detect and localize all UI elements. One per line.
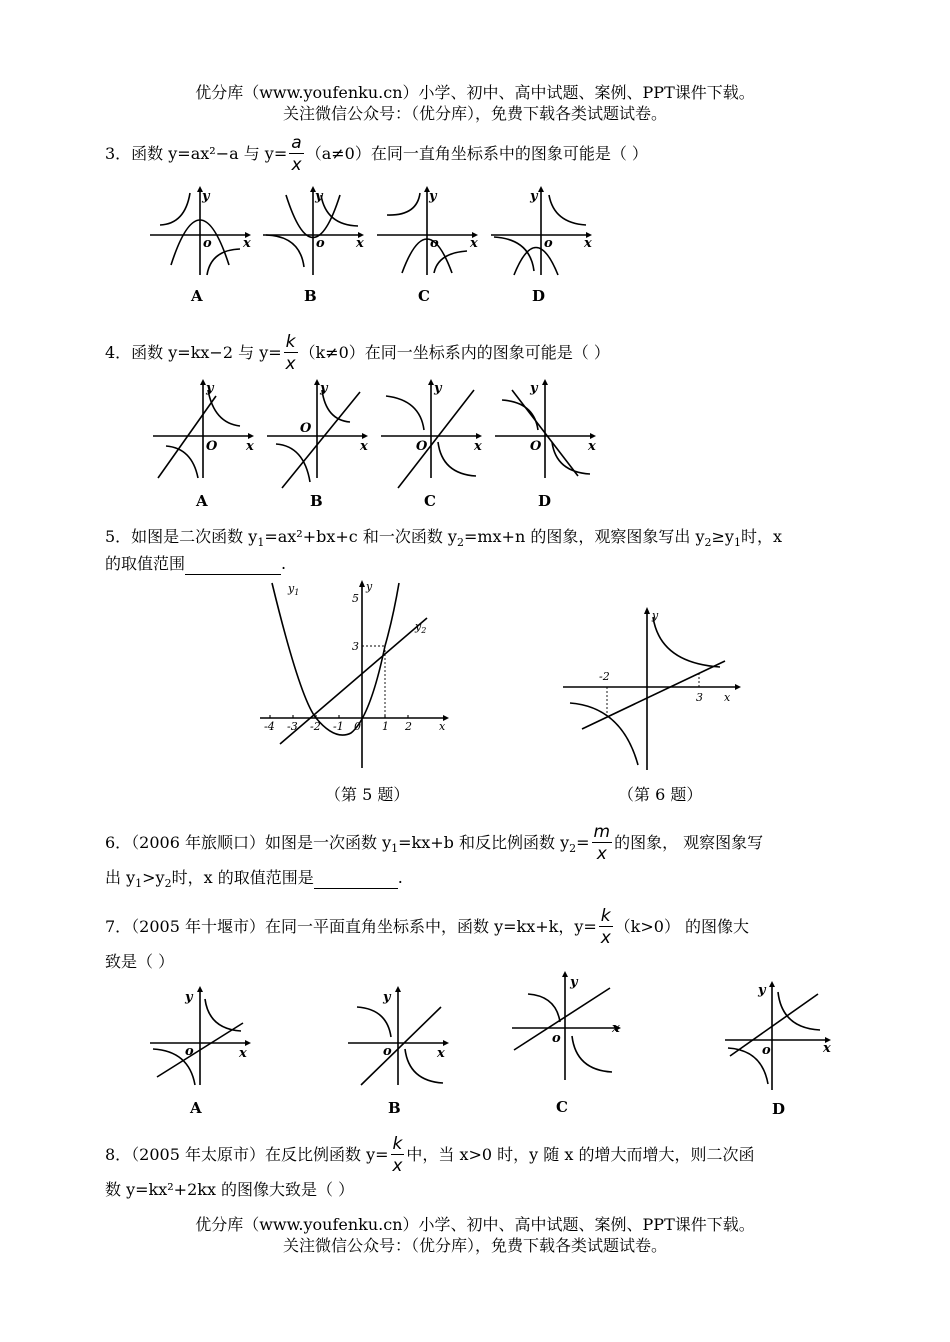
q3-option-b: B [304, 287, 317, 305]
q7-option-a: A [190, 1099, 202, 1117]
fig5-ytick-3: 3 [352, 640, 359, 653]
fig5-x-label: x [439, 720, 446, 733]
q6-sub-1: 1 [391, 842, 399, 856]
q5-text-c: =mx+n 的图象，观察图象写出 y [463, 527, 705, 546]
q3b-x-label: x [356, 236, 364, 251]
q6-frac-den: x [596, 844, 607, 864]
q6-frac-num: m [593, 822, 611, 842]
footer-line-1: 优分库（www.youfenku.cn）小学、初中、高中试题、案例、PPT课件下载。 [195, 1215, 755, 1234]
q6-sub-2: 2 [569, 842, 577, 856]
fig5-ytick-5: 5 [352, 592, 359, 605]
q7-option-c: C [556, 1098, 568, 1116]
q3-fraction [289, 133, 303, 176]
q3a-origin: o [203, 236, 212, 251]
q6-line2-sub2: 2 [164, 877, 172, 891]
q4-fraction [284, 332, 298, 375]
fig5-xtick-m1: -1 [333, 720, 344, 733]
q3-text-b: （a≠0）在同一直角坐标系中的图象可能是（ ） [305, 144, 648, 163]
question-7 [105, 906, 749, 949]
q4-frac-den: x [285, 354, 296, 374]
fig6-y-label: y [652, 609, 659, 622]
fig5-xtick-m4: -4 [264, 720, 275, 733]
q4-text-a: 4．函数 y=kx−2 与 y= [105, 343, 282, 362]
q3-frac-num: a [291, 133, 302, 153]
q6-line2-end: . [397, 868, 403, 887]
q5-sub-4: 1 [733, 536, 741, 550]
question-3 [105, 133, 648, 176]
q4d-x-label: x [588, 439, 596, 454]
q4c-y-label: y [434, 381, 442, 396]
figure-6 [560, 605, 745, 775]
question-8 [105, 1134, 755, 1177]
q7d-y-label: y [758, 983, 766, 998]
q4b-origin: O [300, 421, 312, 436]
figure-5 [255, 578, 455, 778]
q7c-y-label: y [570, 975, 578, 990]
q7a-origin: o [185, 1044, 194, 1059]
q5-sub-1: 1 [257, 536, 265, 550]
fig5-xtick-0: 0 [354, 720, 361, 733]
q4d-y-label: y [530, 381, 538, 396]
q3a-x-label: x [243, 236, 251, 251]
q5-sub-2: 2 [456, 536, 464, 550]
fig5-xtick-m3: -3 [287, 720, 298, 733]
q6-text-b: =kx+b 和反比例函数 y [398, 833, 570, 852]
q4a-origin: O [206, 439, 218, 454]
fig5-xtick-1: 1 [382, 720, 389, 733]
q6-text-d: 的图象， 观察图象写 [614, 833, 764, 852]
q4-text-b: （k≠0）在同一坐标系内的图象可能是（ ） [299, 343, 610, 362]
q6-line2-c: 时，x 的取值范围是 [171, 868, 314, 887]
q4d-origin: O [530, 439, 542, 454]
figure-5-caption: （第 5 题） [325, 785, 410, 804]
q5-line2-end: . [281, 554, 287, 573]
q7-frac-num: k [600, 906, 611, 926]
q8-frac-num: k [392, 1134, 403, 1154]
q5-text-a: 5．如图是二次函数 y [105, 527, 258, 546]
q3-option-d: D [532, 287, 546, 305]
q7b-y-label: y [383, 990, 391, 1005]
q5-answer-blank[interactable] [185, 554, 281, 575]
fig5-curve2-label: $y_2$ [415, 620, 427, 635]
fig6-xtick-3: 3 [696, 691, 703, 704]
q6-fraction [592, 822, 613, 865]
q3-option-c: C [418, 287, 430, 305]
q3c-origin: o [430, 236, 439, 251]
q4-option-a: A [196, 492, 208, 510]
q3-text-a: 3．函数 y=ax²−a 与 y= [105, 144, 288, 163]
q7b-origin: o [383, 1044, 392, 1059]
q7-text-a: 7．（2005 年十堰市）在同一平面直角坐标系中，函数 y=kx+k，y= [105, 917, 597, 936]
question-6 [105, 822, 763, 865]
q7-text-b: （k>0） 的图像大 [614, 917, 750, 936]
q7a-x-label: x [239, 1046, 247, 1061]
q7-line2: 致是（ ） [105, 952, 175, 971]
q4a-x-label: x [246, 439, 254, 454]
question-4 [105, 332, 610, 375]
fig5-y-label: y [366, 580, 373, 593]
q7b-x-label: x [437, 1046, 445, 1061]
q3-graph-b [258, 185, 368, 305]
q7-fraction [599, 906, 613, 949]
question-7-line-2 [105, 952, 174, 972]
q3a-y-label: y [202, 189, 210, 204]
q4-graph-a [148, 378, 263, 513]
question-5-line-2 [105, 554, 286, 575]
fig6-xtick-m2: -2 [599, 670, 610, 683]
q3b-origin: o [316, 236, 325, 251]
q5-text-e: 时，x [740, 527, 782, 546]
q3c-x-label: x [470, 236, 478, 251]
q6-text-a: 6．（2006 年旅顺口）如图是一次函数 y [105, 833, 392, 852]
footer-line-2: 关注微信公众号：（优分库），免费下载各类试题试卷。 [282, 1236, 667, 1255]
q8-fraction [391, 1134, 405, 1177]
q3d-origin: o [544, 236, 553, 251]
fig5-curve1-label: $y_1$ [288, 582, 300, 597]
q6-line2-sub1: 1 [135, 877, 143, 891]
q5-text-b: =ax²+bx+c 和一次函数 y [264, 527, 457, 546]
question-8-line-2 [105, 1180, 354, 1200]
question-5 [105, 527, 782, 553]
q6-line2-a: 出 y [105, 868, 136, 887]
q5-text-d: ≥y [711, 527, 734, 546]
q7-graph-b [343, 985, 458, 1120]
q3b-y-label: y [315, 189, 323, 204]
q7-graph-d [722, 980, 842, 1120]
q4-option-c: C [424, 492, 436, 510]
q7d-x-label: x [823, 1041, 831, 1056]
q7c-origin: o [552, 1031, 561, 1046]
q8-text-a: 8．（2005 年太原市）在反比例函数 y= [105, 1145, 389, 1164]
q4c-x-label: x [474, 439, 482, 454]
header-line-2: 关注微信公众号：（优分库），免费下载各类试题试卷。 [282, 104, 667, 123]
q4-graph-d [490, 378, 605, 513]
q3-graph-c [372, 185, 482, 305]
q3d-y-label: y [530, 189, 538, 204]
fig6-x-label: x [724, 691, 731, 704]
q6-line2-b: >y [142, 868, 165, 887]
q3c-y-label: y [429, 189, 437, 204]
figure-6-caption: （第 6 题） [618, 785, 703, 804]
q4b-y-label: y [320, 381, 328, 396]
q4-frac-num: k [285, 332, 296, 352]
fig5-xtick-m2: -2 [310, 720, 321, 733]
q3-option-a: A [191, 287, 203, 305]
q5-sub-3: 2 [704, 536, 712, 550]
q3-frac-den: x [291, 155, 302, 175]
q3-graph-d [486, 185, 596, 305]
q7-graph-a [145, 985, 260, 1120]
q4c-origin: O [416, 439, 428, 454]
q6-answer-blank[interactable] [314, 868, 398, 889]
q4b-x-label: x [360, 439, 368, 454]
q7d-origin: o [762, 1043, 771, 1058]
q7-frac-den: x [600, 928, 611, 948]
q3-graph-a [145, 185, 255, 305]
q7c-x-label: x [612, 1021, 620, 1036]
q4-option-b: B [310, 492, 323, 510]
q7-option-d: D [772, 1100, 786, 1118]
q6-text-c: = [576, 833, 590, 852]
header-line-1: 优分库（www.youfenku.cn）小学、初中、高中试题、案例、PPT课件下载。 [195, 83, 755, 102]
q5-line2-text: 的取值范围 [105, 554, 186, 573]
q4a-y-label: y [206, 381, 214, 396]
q7a-y-label: y [185, 990, 193, 1005]
q8-frac-den: x [392, 1156, 403, 1176]
q7-graph-c [510, 970, 635, 1120]
q4-option-d: D [538, 492, 552, 510]
q3d-x-label: x [584, 236, 592, 251]
q4-graph-b [262, 378, 377, 513]
question-6-line-2 [105, 868, 403, 894]
q7-option-b: B [388, 1099, 401, 1117]
q8-text-b: 中，当 x>0 时，y 随 x 的增大而增大，则二次函 [406, 1145, 755, 1164]
q8-line2: 数 y=kx²+2kx 的图像大致是（ ） [105, 1180, 355, 1199]
q4-graph-c [376, 378, 491, 513]
fig5-xtick-2: 2 [405, 720, 412, 733]
